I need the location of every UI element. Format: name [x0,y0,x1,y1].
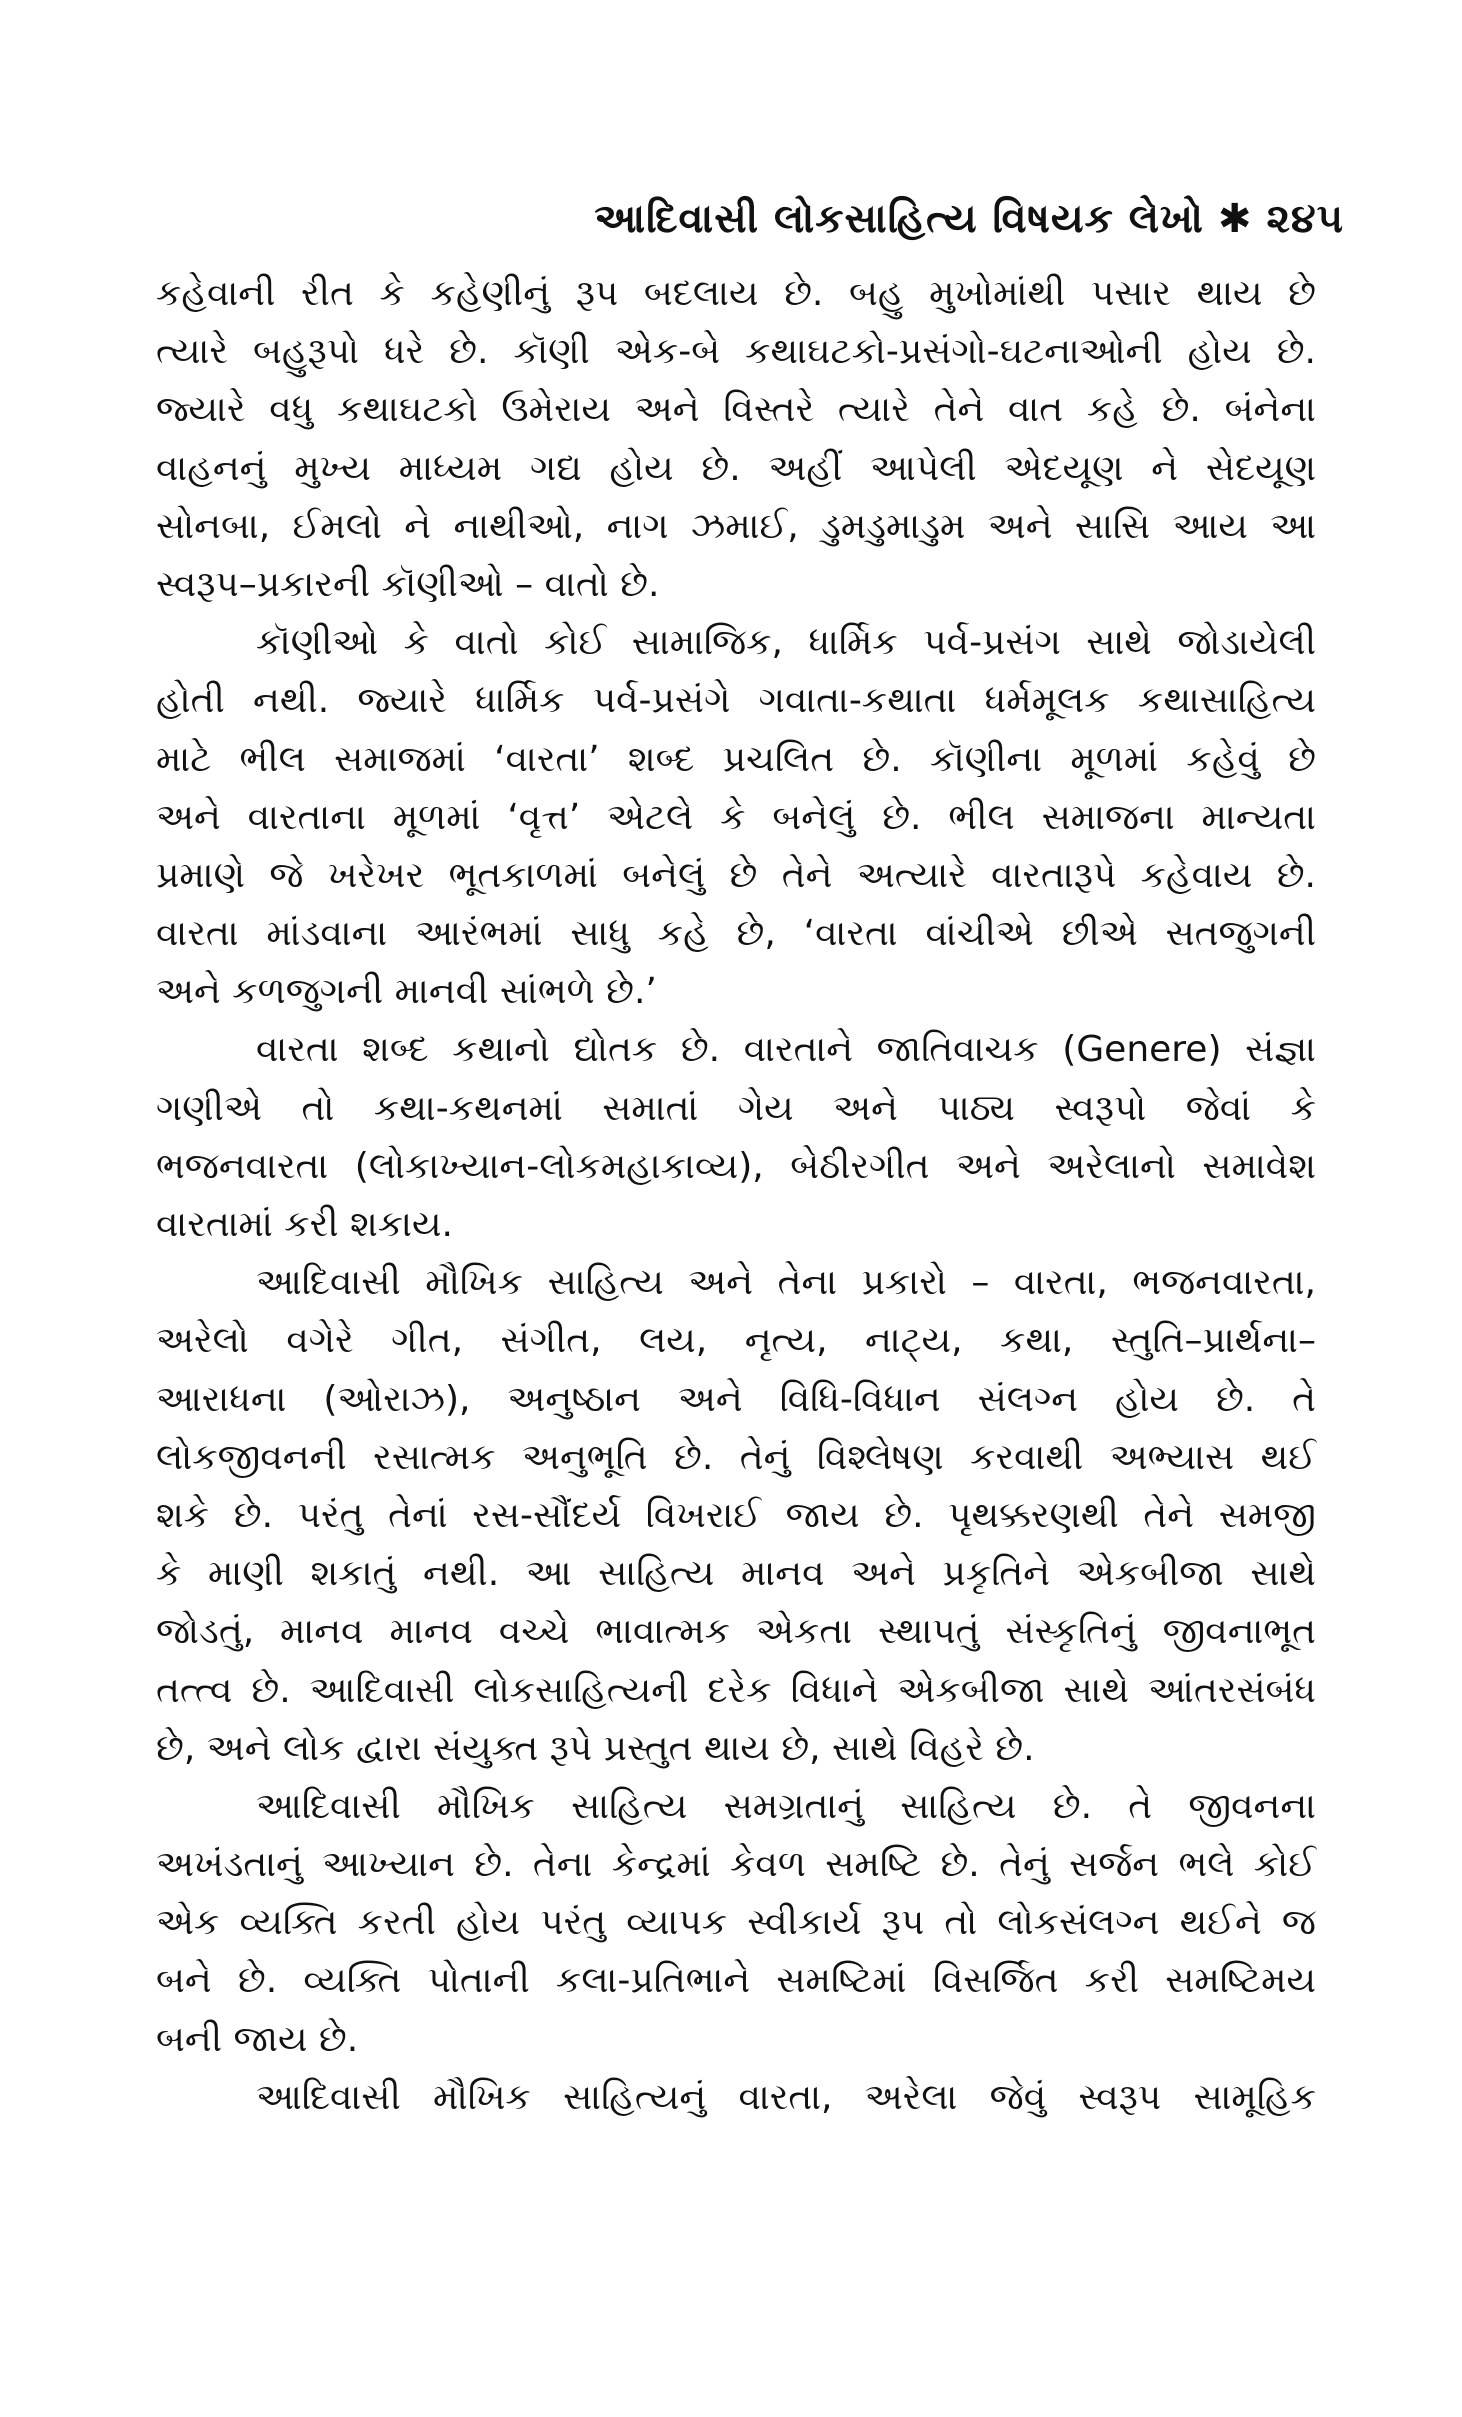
text-line: તત્ત્વ છે. આદિવાસી લોકસાહિત્યની દરેક વિધાને એકબીજા સાથે આંતરસંબંધ [156,1669,1316,1711]
running-header [594,196,1344,242]
text-line: જ્યારે વધુ કથાઘટકો ઉમેરાય અને વિસ્તરે ત્યારે તેને વાત કહે છે. બંનેના [156,389,1316,431]
text-line: વારતા માંડવાના આરંભમાં સાધુ કહે છે, ‘વારતા વાંચીએ છીએ સતજુગની [156,913,1316,955]
text-line: કે માણી શકાતું નથી. આ સાહિત્ય માનવ અને પ્રકૃતિને એકબીજા સાથે [156,1553,1316,1595]
page-number: ૨૪૫ [1266,196,1344,242]
text-line: છે, અને લોક દ્વારા સંયુક્ત રૂપે પ્રસ્તુત થાય છે, સાથે વિહરે છે. [156,1727,1035,1769]
text-line: આદિવાસી મૌખિક સાહિત્યનું વારતા, અરેલા જેવું સ્વરૂપ સામૂહિક [256,2076,1316,2118]
text-line: ગણીએ તો કથા-કથનમાં સમાતાં ગેય અને પાઠ્ય સ્વરૂપો જેવાં કે [156,1087,1316,1129]
header-title: આદિવાસી લોકસાહિત્ય વિષયક લેખો [594,196,1204,242]
text-line: આદિવાસી મૌખિક સાહિત્ય અને તેના પ્રકારો – વારતા, ભજનવારતા, [256,1262,1316,1304]
text-line: વારતા શબ્દ કથાનો દ્યોતક છે. વારતાને જાતિવાચક (Genere) સંજ્ઞા [256,1029,1316,1071]
text-line: ત્યારે બહુરૂપો ધરે છે. કૉણી એક-બે કથાઘટકો-પ્રસંગો-ઘટનાઓની હોય છે. [156,331,1316,373]
text-line: આદિવાસી મૌખિક સાહિત્ય સમગ્રતાનું સાહિત્ય છે. તે જીવનના [256,1785,1316,1827]
text-line: સ્વરૂપ–પ્રકારની કૉણીઓ – વાતો છે. [156,563,660,605]
text-line: અને વારતાના મૂળમાં ‘વૃત્ત’ એટલે કે બનેલું છે. ભીલ સમાજના માન્યતા [156,796,1316,838]
text-line: એક વ્યક્તિ કરતી હોય પરંતુ વ્યાપક સ્વીકાર્ય રૂપ તો લોકસંલગ્ન થઈને જ [156,1902,1316,1944]
text-line: કહેવાની રીત કે કહેણીનું રૂપ બદલાય છે. બહુ મુખોમાંથી પસાર થાય છે [156,273,1316,314]
text-line: માટે ભીલ સમાજમાં ‘વારતા’ શબ્દ પ્રચલિત છે. કૉણીના મૂળમાં કહેવું છે [156,738,1316,780]
text-line: પ્રમાણે જે ખરેખર ભૂતકાળમાં બનેલું છે તેને અત્યારે વારતારૂપે કહેવાય છે. [156,854,1316,896]
text-line: બની જાય છે. [156,2018,359,2060]
text-line: અખંડતાનું આખ્યાન છે. તેના કેન્દ્રમાં કેવળ સમષ્ટિ છે. તેનું સર્જન ભલે કોઈ [156,1844,1316,1886]
text-line: કૉણીઓ કે વાતો કોઈ સામાજિક, ધાર્મિક પર્વ-પ્રસંગ સાથે જોડાયેલી [256,622,1316,664]
text-line: શકે છે. પરંતુ તેનાં રસ-સૌંદર્ય વિખરાઈ જાય છે. પૃથક્કરણથી તેને સમજી [156,1494,1316,1536]
text-line: બને છે. વ્યક્તિ પોતાની કલા-પ્રતિભાને સમષ્ટિમાં વિસર્જિત કરી સમષ્ટિમય [156,1960,1316,2002]
text-line: વાહનનું મુખ્ય માધ્યમ ગદ્ય હોય છે. અહીં આપેલી એદયૂણ ને સેદયૂણ [156,447,1316,489]
text-line: જોડતું, માનવ માનવ વચ્ચે ભાવાત્મક એકતા સ્થાપતું સંસ્કૃતિનું જીવનાભૂત [156,1611,1316,1653]
text-line: વારતામાં કરી શકાય. [156,1204,453,1245]
text-line: આરાધના (ઓરાઝ), અનુષ્ઠાન અને વિધિ-વિધાન સંલગ્ન હોય છે. તે [156,1378,1316,1420]
asterisk-icon: ✱ [1217,196,1253,242]
text-line: હોતી નથી. જ્યારે ધાર્મિક પર્વ-પ્રસંગે ગવાતા-કથાતા ધર્મમૂલક કથાસાહિત્ય [156,680,1316,722]
text-line: સોનબા, ઈમલો ને નાથીઓ, નાગ ઝમાઈ, ડુમડુમાડુમ અને સાસિ આય આ [156,505,1316,547]
text-line: અરેલો વગેરે ગીત, સંગીત, લય, નૃત્ય, નાટ્ય, કથા, સ્તુતિ–પ્રાર્થના– [156,1320,1316,1362]
text-line: ભજનવારતા (લોકાખ્યાન-લોકમહાકાવ્ય), બેઠીરગીત અને અરેલાનો સમાવેશ [156,1145,1316,1187]
text-line: અને કળજુગની માનવી સાંભળે છે.’ [156,971,657,1013]
body-text [156,265,1316,2127]
text-line: લોકજીવનની રસાત્મક અનુભૂતિ છે. તેનું વિશ્લેષણ કરવાથી અભ્યાસ થઈ [156,1436,1316,1478]
